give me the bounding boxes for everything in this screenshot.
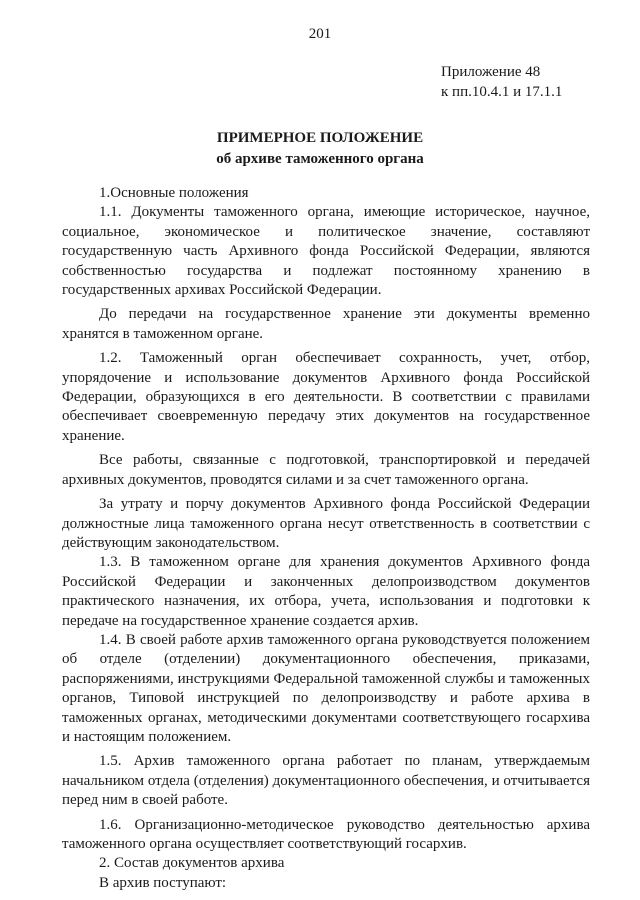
paragraph-1-1-storage: До передачи на государственное хранение эти документы временно хранятся в таможенном органе. — [62, 306, 590, 342]
paragraph-1-2: 1.2. Таможенный орган обеспечивает сохранность, учет, отбор, упорядочение и использование документов Архивного фонда Российской Федерации, образующихся в его деятельности. В соответствии с правилами обеспечивает своевременную передачу этих документов на государственное хранение. — [62, 350, 590, 444]
title-main: ПРИМЕРНОЕ ПОЛОЖЕНИЕ — [216, 130, 424, 146]
document-body — [62, 184, 590, 893]
paragraph-1-6: 1.6. Организационно-методическое руководство деятельностью архива таможенного органа осуществляет соответствующий госархив. — [62, 816, 590, 852]
appendix-line-2: к пп.10.4.1 и 17.1.1 — [441, 84, 563, 100]
section-2-intro: В архив поступают: — [99, 874, 227, 891]
paragraph-1-1: 1.1. Документы таможенного органа, имеющие историческое, научное, социальное, экономическое и политическое значение, составляют государственную часть Архивного фонда Российской Федерации, являются собственностью государства и подлежат постоянному хранению в государственных архивах Российской Федерации. — [62, 204, 590, 299]
paragraph-1-5: 1.5. Архив таможенного органа работает по планам, утверждаемым начальником отдела (отделения) документационного обеспечения, и отчитывается перед ним в своей работе. — [62, 753, 590, 809]
section-2-heading: 2. Состав документов архива — [99, 855, 285, 872]
paragraph-1-2-works: Все работы, связанные с подготовкой, транспортировкой и передачей архивных документов, проводятся силами и за счет таможенного органа. — [62, 452, 590, 488]
appendix-reference — [441, 62, 562, 102]
appendix-line-1: Приложение 48 — [441, 64, 541, 80]
paragraph-1-4: 1.4. В своей работе архив таможенного органа руководствуется положением об отделе (отделении) документационного обеспечения, приказами, распоряжениями, инструкциями Федеральной таможенной службы и таможенных органов, Типовой инструкцией по делопроизводству и работе архива в таможенных органах, методическими документами соответствующего госархива и настоящим положением. — [62, 631, 590, 745]
document-title — [0, 128, 640, 170]
section-1-heading: 1.Основные положения — [99, 185, 249, 201]
paragraph-1-2-liability: За утрату и порчу документов Архивного фонда Российской Федерации должностные лица таможенного органа несут ответственность в соответствии с действующим законодательством. — [62, 496, 590, 551]
paragraph-1-3: 1.3. В таможенном органе для хранения документов Архивного фонда Российской Федерации и законченных делопроизводством документов практического назначения, их отбора, учета, использования и подготовки к передаче на государственное хранение создается архив. — [62, 554, 590, 629]
title-subtitle: об архиве таможенного органа — [216, 151, 424, 167]
page-number: 201 — [308, 26, 332, 42]
